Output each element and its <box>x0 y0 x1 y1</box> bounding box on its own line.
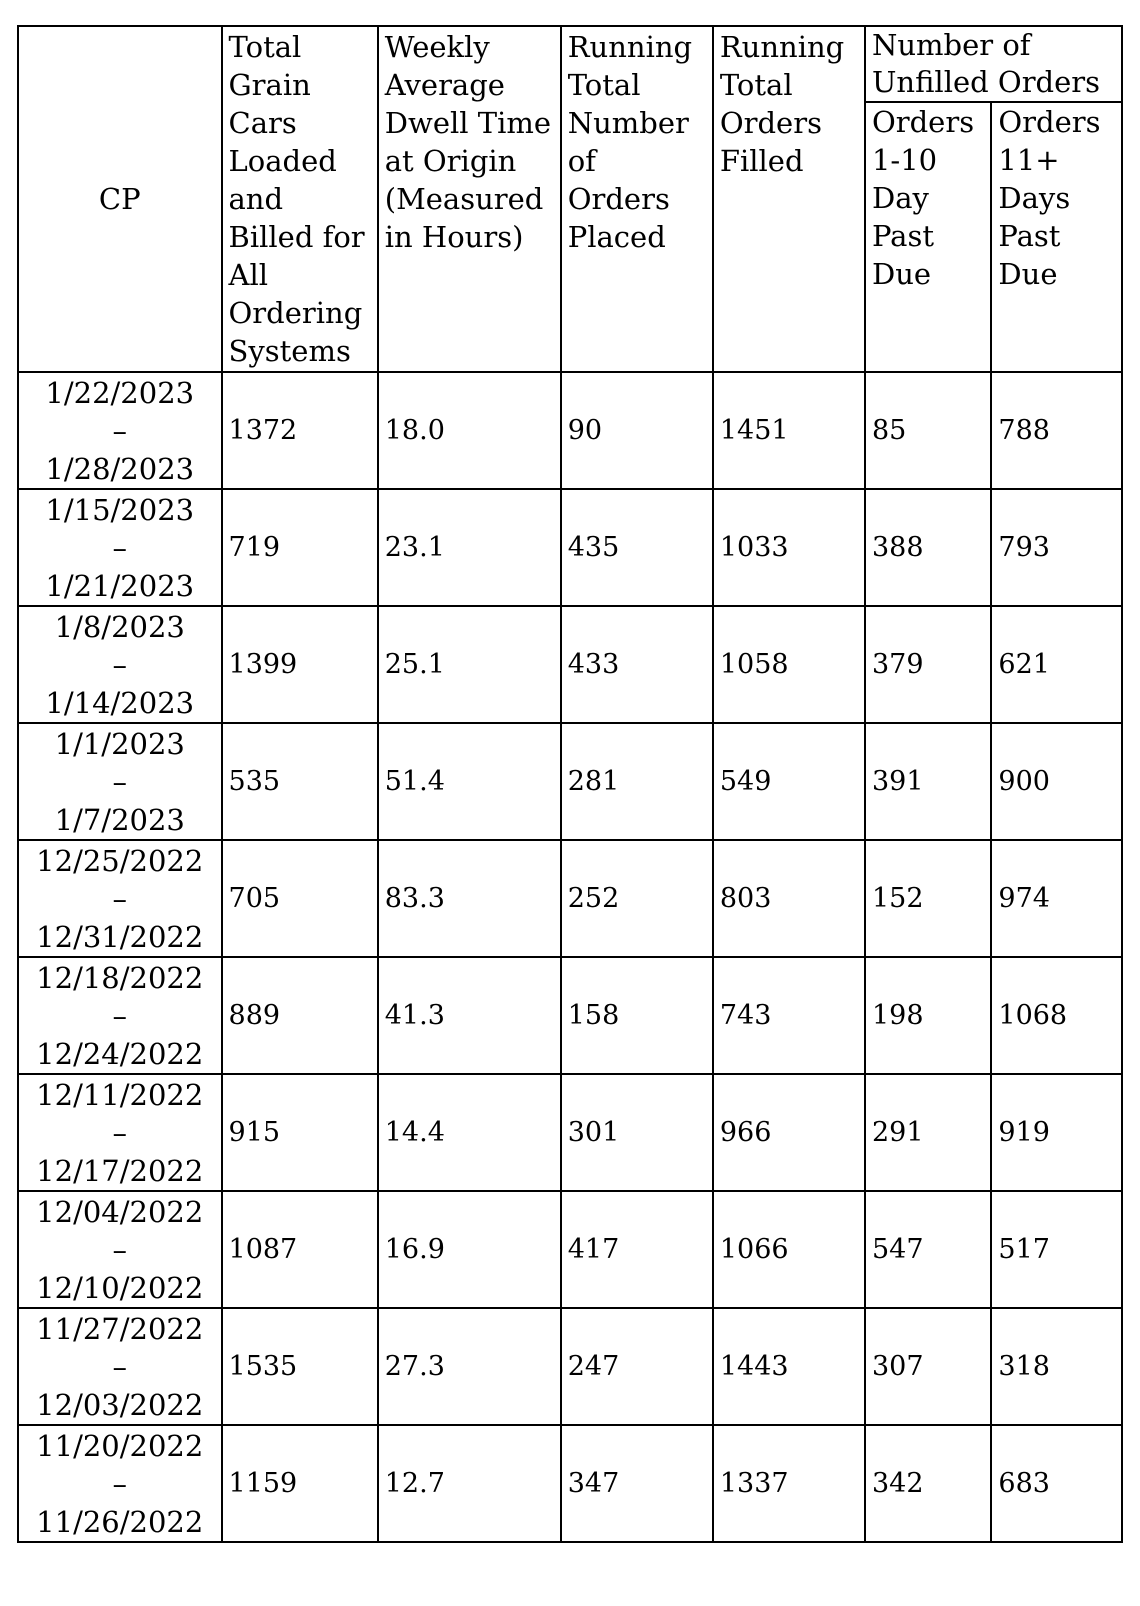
total-cars-cell: 1399 <box>222 606 378 723</box>
week-start: 11/27/2022 <box>36 1311 204 1346</box>
week-dash: – <box>112 764 127 799</box>
orders-filled-cell: 803 <box>713 840 865 957</box>
unfilled-11-plus-cell: 788 <box>991 372 1122 489</box>
orders-placed-cell: 158 <box>561 957 713 1074</box>
week-end: 1/7/2023 <box>54 802 185 837</box>
orders-placed-cell: 281 <box>561 723 713 840</box>
header-unfilled-1-10-bottom: 1-10 Day Past Due <box>871 143 938 291</box>
unfilled-11-plus-cell: 900 <box>991 723 1122 840</box>
week-range-cell <box>18 606 222 723</box>
week-start: 12/25/2022 <box>36 843 204 878</box>
unfilled-11-plus-cell: 974 <box>991 840 1122 957</box>
week-dash: – <box>112 881 127 916</box>
unfilled-11-plus-cell: 919 <box>991 1074 1122 1191</box>
table-row <box>18 723 1122 840</box>
orders-filled-cell: 1451 <box>713 372 865 489</box>
week-end: 12/03/2022 <box>36 1387 204 1422</box>
header-unfilled-1-10 <box>865 102 991 372</box>
unfilled-1-10-cell: 388 <box>865 489 991 606</box>
total-cars-cell: 1535 <box>222 1308 378 1425</box>
week-end: 12/24/2022 <box>36 1036 204 1071</box>
dwell-time-cell: 16.9 <box>378 1191 561 1308</box>
week-end: 11/26/2022 <box>36 1504 204 1539</box>
week-dash: – <box>112 1232 127 1267</box>
week-dash: – <box>112 1115 127 1150</box>
week-dash: – <box>112 1466 127 1501</box>
header-unfilled-1-10-top: Orders <box>871 105 975 139</box>
table-row <box>18 606 1122 723</box>
table-body <box>18 372 1122 1542</box>
total-cars-cell: 1159 <box>222 1425 378 1542</box>
week-dash: – <box>112 998 127 1033</box>
week-dash: – <box>112 1349 127 1384</box>
table-row <box>18 1425 1122 1542</box>
table-header <box>18 26 1122 372</box>
unfilled-1-10-cell: 152 <box>865 840 991 957</box>
week-start: 11/20/2022 <box>36 1428 204 1463</box>
unfilled-1-10-cell: 85 <box>865 372 991 489</box>
unfilled-11-plus-cell: 621 <box>991 606 1122 723</box>
header-unfilled-11-top: Orders <box>998 105 1101 139</box>
unfilled-1-10-cell: 391 <box>865 723 991 840</box>
week-range-cell <box>18 840 222 957</box>
total-cars-cell: 889 <box>222 957 378 1074</box>
week-range-cell <box>18 1191 222 1308</box>
week-dash: – <box>112 647 127 682</box>
unfilled-11-plus-cell: 1068 <box>991 957 1122 1074</box>
unfilled-1-10-cell: 342 <box>865 1425 991 1542</box>
orders-filled-cell: 1066 <box>713 1191 865 1308</box>
week-end: 1/14/2023 <box>45 685 195 720</box>
orders-filled-cell: 1033 <box>713 489 865 606</box>
orders-placed-cell: 301 <box>561 1074 713 1191</box>
unfilled-1-10-cell: 291 <box>865 1074 991 1191</box>
table-row <box>18 840 1122 957</box>
table-row <box>18 957 1122 1074</box>
grain-car-table <box>17 25 1123 1543</box>
week-start: 12/11/2022 <box>36 1077 204 1112</box>
header-cp: CP <box>18 26 222 372</box>
table-row <box>18 372 1122 489</box>
dwell-time-cell: 51.4 <box>378 723 561 840</box>
orders-placed-cell: 347 <box>561 1425 713 1542</box>
week-end: 12/10/2022 <box>36 1270 204 1305</box>
week-start: 1/8/2023 <box>54 609 185 644</box>
dwell-time-cell: 25.1 <box>378 606 561 723</box>
week-range-cell <box>18 723 222 840</box>
week-end: 1/28/2023 <box>45 451 195 486</box>
total-cars-cell: 915 <box>222 1074 378 1191</box>
week-start: 12/04/2022 <box>36 1194 204 1229</box>
dwell-time-cell: 23.1 <box>378 489 561 606</box>
table-row <box>18 1308 1122 1425</box>
dwell-time-cell: 27.3 <box>378 1308 561 1425</box>
unfilled-1-10-cell: 198 <box>865 957 991 1074</box>
table-row <box>18 1191 1122 1308</box>
header-unfilled-orders: Number of Unfilled Orders <box>865 26 1122 102</box>
week-range-cell <box>18 1308 222 1425</box>
total-cars-cell: 1087 <box>222 1191 378 1308</box>
week-range-cell <box>18 957 222 1074</box>
unfilled-1-10-cell: 547 <box>865 1191 991 1308</box>
week-start: 1/1/2023 <box>54 726 185 761</box>
week-dash: – <box>112 530 127 565</box>
orders-filled-cell: 549 <box>713 723 865 840</box>
header-unfilled-11-bottom: 11+ Days Past Due <box>998 143 1071 291</box>
table-row <box>18 1074 1122 1191</box>
orders-placed-cell: 90 <box>561 372 713 489</box>
unfilled-11-plus-cell: 517 <box>991 1191 1122 1308</box>
week-range-cell <box>18 489 222 606</box>
header-orders-placed: Running Total Number of Orders Placed <box>561 26 713 372</box>
week-end: 12/17/2022 <box>36 1153 204 1188</box>
week-start: 1/15/2023 <box>45 492 195 527</box>
dwell-time-cell: 18.0 <box>378 372 561 489</box>
unfilled-1-10-cell: 379 <box>865 606 991 723</box>
orders-placed-cell: 435 <box>561 489 713 606</box>
orders-filled-cell: 743 <box>713 957 865 1074</box>
header-orders-filled: Running Total Orders Filled <box>713 26 865 372</box>
unfilled-1-10-cell: 307 <box>865 1308 991 1425</box>
orders-placed-cell: 252 <box>561 840 713 957</box>
total-cars-cell: 1372 <box>222 372 378 489</box>
table-row <box>18 489 1122 606</box>
dwell-time-cell: 12.7 <box>378 1425 561 1542</box>
week-start: 1/22/2023 <box>45 375 195 410</box>
orders-placed-cell: 433 <box>561 606 713 723</box>
header-total-cars: Total Grain Cars Loaded and Billed for All Ordering Systems <box>222 26 378 372</box>
week-end: 1/21/2023 <box>45 568 195 603</box>
orders-filled-cell: 1443 <box>713 1308 865 1425</box>
unfilled-11-plus-cell: 318 <box>991 1308 1122 1425</box>
week-dash: – <box>112 413 127 448</box>
week-start: 12/18/2022 <box>36 960 204 995</box>
orders-filled-cell: 1058 <box>713 606 865 723</box>
week-range-cell <box>18 372 222 489</box>
total-cars-cell: 535 <box>222 723 378 840</box>
total-cars-cell: 719 <box>222 489 378 606</box>
orders-filled-cell: 1337 <box>713 1425 865 1542</box>
orders-placed-cell: 417 <box>561 1191 713 1308</box>
orders-placed-cell: 247 <box>561 1308 713 1425</box>
dwell-time-cell: 83.3 <box>378 840 561 957</box>
dwell-time-cell: 14.4 <box>378 1074 561 1191</box>
unfilled-11-plus-cell: 683 <box>991 1425 1122 1542</box>
header-unfilled-11-plus <box>991 102 1122 372</box>
header-dwell-time: Weekly Average Dwell Time at Origin (Measured in Hours) <box>378 26 561 372</box>
week-range-cell <box>18 1074 222 1191</box>
unfilled-11-plus-cell: 793 <box>991 489 1122 606</box>
week-end: 12/31/2022 <box>36 919 204 954</box>
orders-filled-cell: 966 <box>713 1074 865 1191</box>
total-cars-cell: 705 <box>222 840 378 957</box>
dwell-time-cell: 41.3 <box>378 957 561 1074</box>
week-range-cell <box>18 1425 222 1542</box>
